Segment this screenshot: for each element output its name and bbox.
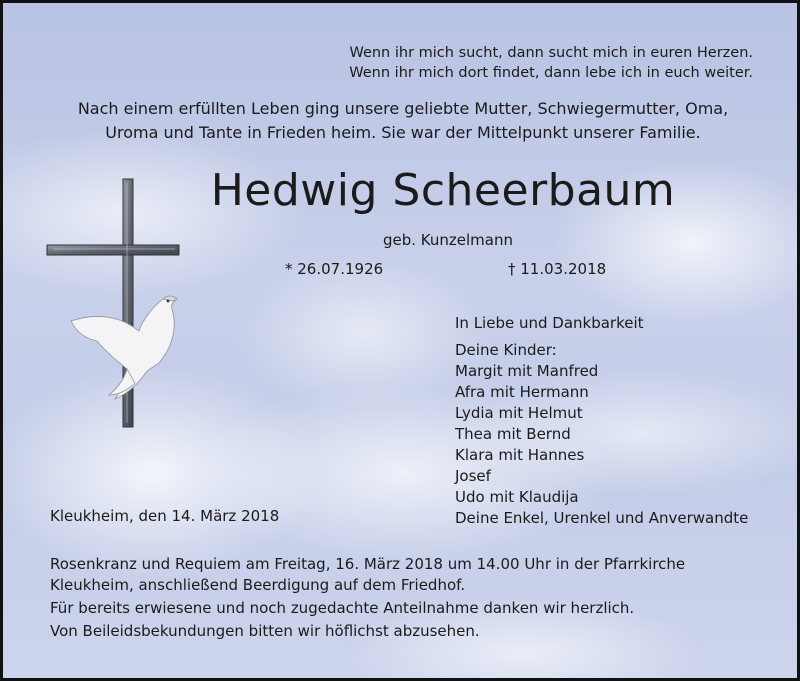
child-entry: Margit mit Manfred [455,362,599,380]
intro-line-1: Nach einem erfüllten Leben ging unsere geliebte Mutter, Schwiegermutter, Oma, [77,99,729,118]
motto-quote [349,43,753,83]
service-line-1: Rosenkranz und Requiem am Freitag, 16. März 2018 um 14.00 Uhr in der Pfarrkirche [50,555,686,573]
birth-date: * 26.07.1926 [285,260,384,278]
motto-line-1: Wenn ihr mich sucht, dann sucht mich in euren Herzen. [349,45,753,61]
motto-line-2: Wenn ihr mich dort findet, dann lebe ich in euch weiter. [349,65,753,81]
child-entry: Lydia mit Helmut [455,404,583,422]
deceased-name: Hedwig Scheerbaum [210,165,676,216]
family-heading: In Liebe und Dankbarkeit [455,314,644,332]
child-entry: Thea mit Bernd [455,425,571,443]
family-closing: Deine Enkel, Urenkel und Anverwandte [455,509,749,527]
child-entry: Afra mit Hermann [455,383,589,401]
service-line-2: Kleukheim, anschließend Beerdigung auf dem Friedhof. [50,576,466,594]
child-entry: Klara mit Hannes [455,446,585,464]
intro-line-2: Uroma und Tante in Frieden heim. Sie war der Mittelpunkt unserer Familie. [105,123,701,142]
place-date: Kleukheim, den 14. März 2018 [50,507,280,525]
thanks-line: Für bereits erwiesene und noch zugedachte Anteilnahme danken wir herzlich. [50,599,635,617]
child-entry: Josef [455,467,491,485]
intro-text [3,97,800,145]
family-block [455,313,748,529]
children-label: Deine Kinder: [455,341,557,359]
death-date: † 11.03.2018 [508,260,607,278]
condolences-line: Von Beileidsbekundungen bitten wir höflichst abzusehen. [50,622,480,640]
birth-name: geb. Kunzelmann [383,231,513,249]
child-entry: Udo mit Klaudija [455,488,579,506]
service-notes [50,554,685,642]
